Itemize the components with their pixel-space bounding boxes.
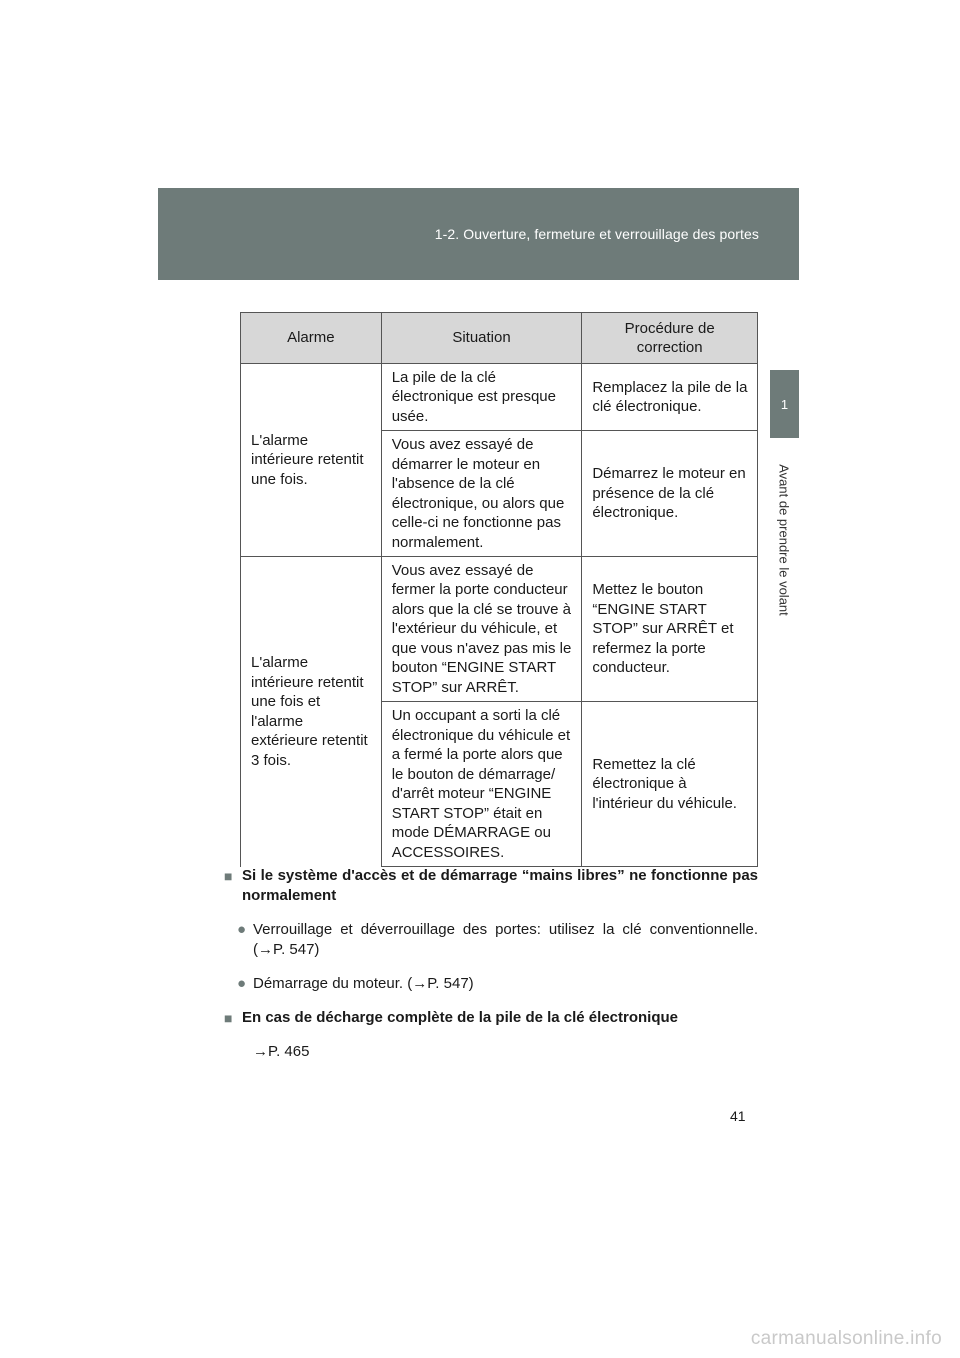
list-item-text: Démarrage du moteur. (→P. 547) — [253, 975, 474, 992]
alarm-cell: L'alarme intérieure retentit une fois. — [241, 364, 382, 557]
procedure-cell: Démarrez le moteur en présence de la clé électronique. — [582, 431, 758, 557]
alarm-cell: L'alarme intérieure retentit une fois et l'alarme extérieure retentit 3 fois. — [241, 557, 382, 867]
situation-cell: Vous avez essayé de fermer la porte conducteur alors que la clé se trouve à l'extérieur du véhicule, et que vous n'avez pas mis le bouton “ENGINE START STOP” sur ARRÊT. — [381, 557, 582, 702]
header-procedure: Procédure de correction — [582, 313, 758, 364]
list-item — [237, 974, 758, 994]
list-item-text: Verrouillage et déverrouillage des portes: utilisez la clé conventionnelle. (→P. 547) — [253, 921, 758, 958]
square-bullet-icon: ■ — [224, 868, 233, 884]
header-situation: Situation — [381, 313, 582, 364]
table-row — [241, 364, 758, 431]
procedure-cell: Remplacez la pile de la clé électronique. — [582, 364, 758, 431]
alarm-table — [240, 312, 758, 867]
chapter-label: Avant de prendre le volant — [776, 464, 792, 616]
square-bullet-icon: ■ — [224, 1010, 233, 1026]
section-title: 1-2. Ouverture, fermeture et verrouillage des portes — [434, 226, 759, 242]
notes-content — [224, 866, 758, 1062]
situation-cell: Vous avez essayé de démarrer le moteur en l'absence de la clé électronique, ou alors que celle-ci ne fonctionne pas normalement. — [381, 431, 582, 557]
heading-text: Si le système d'accès et de démarrage “mains libres” ne fonctionne pas normalement — [242, 867, 758, 904]
chapter-tab: 1 — [770, 370, 799, 438]
situation-cell: La pile de la clé électronique est presque usée. — [381, 364, 582, 431]
header-band — [158, 188, 799, 280]
table-row — [241, 557, 758, 702]
list-item — [237, 920, 758, 960]
table-header-row — [241, 313, 758, 364]
procedure-cell: Remettez la clé électronique à l'intérieur du véhicule. — [582, 702, 758, 867]
section-heading — [224, 1008, 758, 1028]
section-heading — [224, 866, 758, 906]
procedure-cell: Mettez le bouton “ENGINE START STOP” sur ARRÊT et refermez la porte conducteur. — [582, 557, 758, 702]
situation-cell: Un occupant a sorti la clé électronique du véhicule et a fermé la porte alors que le bouton de démarrage/ d'arrêt moteur “ENGINE START STOP” était en mode DÉMARRAGE ou ACCESSOIRES. — [381, 702, 582, 867]
page-number: 41 — [730, 1108, 746, 1124]
circle-bullet-icon: ● — [237, 975, 247, 992]
header-alarm: Alarme — [241, 313, 382, 364]
heading-text: En cas de décharge complète de la pile de la clé électronique — [242, 1009, 678, 1026]
watermark: carmanualsonline.info — [750, 1328, 942, 1349]
page-reference: →P. 465 — [253, 1043, 310, 1060]
circle-bullet-icon: ● — [237, 921, 247, 938]
